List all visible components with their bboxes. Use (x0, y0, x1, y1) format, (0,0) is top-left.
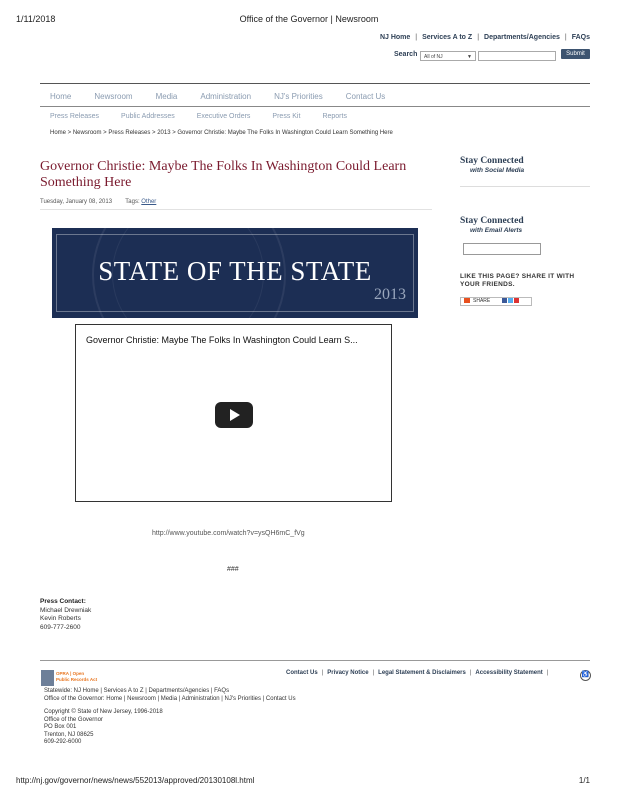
search-scope-select[interactable] (420, 51, 476, 61)
subnav-press-kit[interactable]: Press Kit (272, 113, 301, 120)
sidebar-divider (460, 186, 590, 187)
accessibility-icon[interactable]: ♿ (580, 670, 591, 681)
nav-administration[interactable]: Administration (200, 92, 252, 101)
stay-connected-email-sub[interactable]: with Email Alerts (470, 227, 523, 234)
breadcrumb[interactable]: Home > Newsroom > Press Releases > 2013 > Governor Christie: Maybe The Folks In Washington Could Learn Something Here (50, 130, 393, 136)
util-link-nj-home[interactable]: NJ Home (379, 34, 411, 41)
state-of-the-state-banner (52, 228, 418, 318)
subnav-public-addresses[interactable]: Public Addresses (121, 113, 175, 120)
press-contact-name: Michael Drewniak (40, 606, 92, 614)
footer-link-accessibility[interactable]: Accessibility Statement (475, 670, 543, 676)
stay-connected-email-title[interactable]: Stay Connected (460, 216, 524, 226)
page-title: Governor Christie: Maybe The Folks In Washington Could Learn Something Here (40, 159, 407, 190)
footer-links: Contact Us | Privacy Notice | Legal Statement & Disclaimers | Accessibility Statement | (286, 670, 549, 676)
secondary-nav (50, 113, 369, 120)
article-dateline (40, 199, 156, 205)
tags-label: Tags: (125, 199, 140, 205)
opra-logo[interactable] (41, 670, 98, 686)
footer-site-links[interactable] (44, 688, 296, 703)
banner-year: 2013 (374, 286, 406, 303)
util-link-faqs[interactable]: FAQs (571, 34, 590, 41)
video-title[interactable]: Governor Christie: Maybe The Folks In Washington Could Learn S... (86, 335, 358, 345)
stay-connected-social-title[interactable]: Stay Connected (460, 156, 524, 166)
footer-link-legal[interactable]: Legal Statement & Disclaimers (378, 670, 466, 676)
search-scope-value: All of NJ (424, 54, 443, 60)
end-mark: ### (227, 566, 239, 573)
opra-icon (41, 670, 54, 686)
subnav-executive-orders[interactable]: Executive Orders (196, 113, 251, 120)
footer-link-contact[interactable]: Contact Us (286, 670, 318, 676)
article-date: Tuesday, January 08, 2013 (40, 199, 113, 205)
footer-divider (40, 660, 590, 661)
email-icon (514, 298, 519, 303)
addthis-icon (464, 298, 470, 303)
dateline-divider (40, 209, 432, 210)
util-link-services[interactable]: Services A to Z (422, 34, 473, 41)
search-input[interactable] (478, 51, 556, 61)
subnav-press-releases[interactable]: Press Releases (50, 113, 100, 120)
stay-connected-social-sub[interactable]: with Social Media (470, 167, 525, 174)
tag-link[interactable]: Other (141, 199, 157, 205)
footer-address-line: PO Box 001 (44, 724, 77, 730)
nav-priorities[interactable]: NJ's Priorities (274, 92, 323, 101)
nav-newsroom[interactable]: Newsroom (94, 92, 133, 101)
facebook-icon (502, 298, 507, 303)
util-link-departments[interactable]: Departments/Agencies (484, 34, 560, 41)
footer-statewide[interactable]: Statewide: NJ Home | Services A to Z | Departments/Agencies | FAQs (44, 688, 230, 694)
footer-phone: 609-292-6000 (44, 739, 82, 745)
video-player[interactable] (75, 324, 392, 502)
nav-home[interactable]: Home (50, 92, 72, 101)
footer-office[interactable]: Office of the Governor: Home | Newsroom | Media | Administration | NJ's Priorities | Contact Us (44, 695, 296, 702)
share-button[interactable] (460, 297, 532, 306)
press-contact-name: Kevin Roberts (40, 615, 81, 622)
banner-title: STATE OF THE STATE (98, 256, 372, 286)
video-url-link[interactable]: http://www.youtube.com/watch?v=ysQH6mC_fVg (152, 530, 305, 537)
opra-text: OPRA | Open Public Records Act (56, 671, 98, 682)
print-date: 1/11/2018 (16, 14, 56, 24)
utility-links: NJ Home | Services A to Z | Departments/Agencies | FAQs (379, 34, 590, 41)
press-contact-label: Press Contact: (40, 598, 86, 605)
footer-address-line: Office of the Governor (44, 716, 103, 723)
email-alert-input[interactable] (463, 243, 541, 255)
search-submit-button[interactable]: Submit (561, 49, 590, 59)
footer-copyright: Copyright © State of New Jersey, 1996-2018 (44, 709, 163, 715)
nav-media[interactable]: Media (155, 92, 178, 101)
nav-divider-mid (40, 106, 590, 107)
print-url: http://nj.gov/governor/news/news/552013/approved/20130108l.html (16, 776, 255, 785)
footer-address (44, 709, 163, 747)
share-label: SHARE (473, 298, 491, 304)
twitter-icon (508, 298, 513, 303)
print-page-number: 1/1 (578, 776, 590, 785)
play-icon[interactable] (215, 402, 253, 428)
share-prompt: LIKE THIS PAGE? SHARE IT WITH YOUR FRIENDS. (460, 273, 575, 288)
footer-address-line: Trenton, NJ 08625 (44, 731, 94, 738)
subnav-reports[interactable]: Reports (322, 113, 347, 120)
primary-nav (50, 92, 408, 101)
press-contact-phone: 609-777-2600 (40, 623, 81, 631)
footer-link-privacy[interactable]: Privacy Notice (327, 670, 369, 676)
nav-contact[interactable]: Contact Us (345, 92, 386, 101)
search-label: Search (394, 51, 418, 58)
chevron-down-icon: ▼ (467, 54, 472, 60)
press-contact (40, 598, 91, 632)
nav-divider-top (40, 83, 590, 84)
print-title: Office of the Governor | Newsroom (239, 14, 379, 24)
